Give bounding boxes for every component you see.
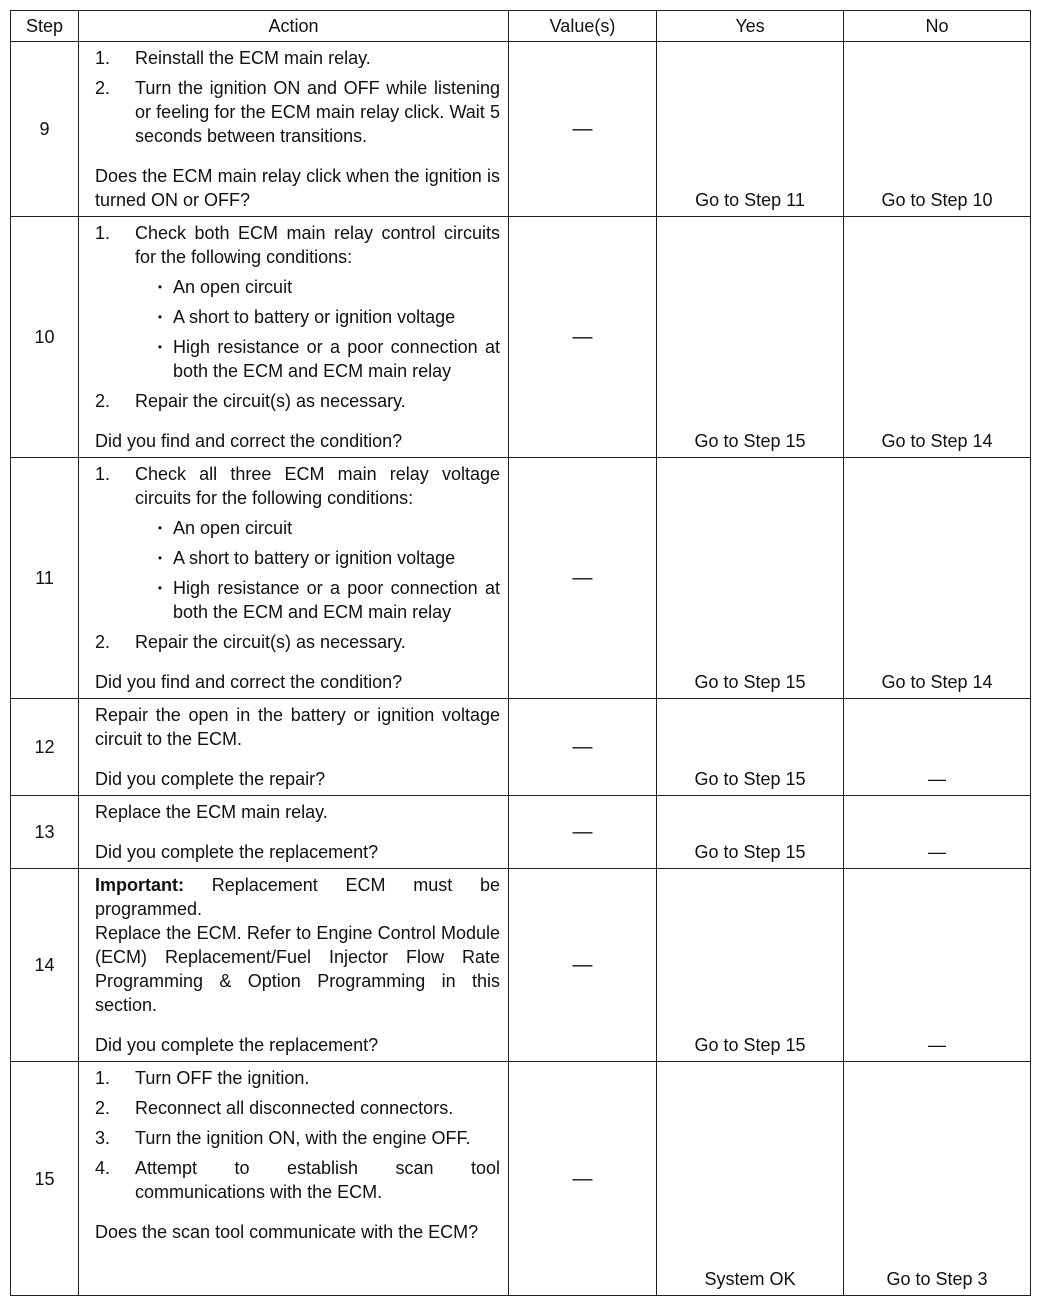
values-cell: — bbox=[509, 869, 657, 1062]
step-number: 9 bbox=[11, 42, 79, 217]
step-number: 15 bbox=[11, 1062, 79, 1296]
action-text: Repair the open in the battery or ignition voltage circuit to the ECM. bbox=[95, 705, 500, 749]
table-row-step-15 bbox=[11, 1062, 1031, 1296]
action-cell bbox=[79, 796, 509, 869]
important-note bbox=[95, 873, 500, 921]
table-header-row bbox=[11, 11, 1031, 42]
bullet-item: • An open circuit bbox=[157, 277, 293, 297]
table-row-step-13 bbox=[11, 796, 1031, 869]
numbered-item: 1. Reinstall the ECM main relay. bbox=[95, 48, 371, 68]
bullet-item: • High resistance or a poor connection at both the ECM and ECM main relay bbox=[157, 578, 500, 622]
bullet-item: • High resistance or a poor connection at both the ECM and ECM main relay bbox=[157, 337, 500, 381]
question-text: Does the ECM main relay click when the ignition is turned ON or OFF? bbox=[95, 166, 500, 210]
header-values: Value(s) bbox=[509, 11, 657, 42]
values-cell: — bbox=[509, 458, 657, 699]
numbered-item: 3. Turn the ignition ON, with the engine OFF. bbox=[95, 1128, 471, 1148]
header-yes: Yes bbox=[657, 11, 844, 42]
yes-cell: Go to Step 15 bbox=[657, 796, 844, 869]
numbered-item: 2. Turn the ignition ON and OFF while listening or feeling for the ECM main relay click. Wait 5 seconds between transitions. bbox=[95, 78, 500, 146]
table-row-step-11 bbox=[11, 458, 1031, 699]
bullet-item: • A short to battery or ignition voltage bbox=[157, 548, 456, 568]
numbered-item: 2. Reconnect all disconnected connectors. bbox=[95, 1098, 454, 1118]
yes-cell: Go to Step 11 bbox=[657, 42, 844, 217]
step-number: 14 bbox=[11, 869, 79, 1062]
header-no: No bbox=[844, 11, 1031, 42]
step-number: 11 bbox=[11, 458, 79, 699]
action-cell bbox=[79, 699, 509, 796]
action-text: Replace the ECM. Refer to Engine Control Module (ECM) Replacement/Fuel Injector Flow Rate Programming & Option Programming in this section. bbox=[95, 923, 500, 1015]
table-row-step-12 bbox=[11, 699, 1031, 796]
step-number: 10 bbox=[11, 217, 79, 458]
diagnostic-table bbox=[10, 10, 1031, 1296]
yes-cell: Go to Step 15 bbox=[657, 869, 844, 1062]
yes-cell: Go to Step 15 bbox=[657, 217, 844, 458]
numbered-item: 4. Attempt to establish scan tool communications with the ECM. bbox=[95, 1158, 500, 1202]
yes-cell: Go to Step 15 bbox=[657, 699, 844, 796]
numbered-item: 1. Check both ECM main relay control circuits for the following conditions: bbox=[95, 223, 500, 267]
no-cell: — bbox=[844, 796, 1031, 869]
numbered-item: 2. Repair the circuit(s) as necessary. bbox=[95, 391, 406, 411]
action-cell bbox=[79, 1062, 509, 1296]
action-cell bbox=[79, 869, 509, 1062]
question-text: Does the scan tool communicate with the ECM? bbox=[95, 1222, 479, 1242]
table-row-step-14 bbox=[11, 869, 1031, 1062]
values-cell: — bbox=[509, 217, 657, 458]
table-row-step-10 bbox=[11, 217, 1031, 458]
values-cell: — bbox=[509, 699, 657, 796]
header-action: Action bbox=[79, 11, 509, 42]
bullet-item: • A short to battery or ignition voltage bbox=[157, 307, 456, 327]
important-text: Replacement ECM must be programmed. bbox=[95, 875, 500, 919]
step-number: 13 bbox=[11, 796, 79, 869]
action-cell bbox=[79, 42, 509, 217]
important-label: Important: bbox=[95, 875, 184, 895]
numbered-item: 1. Turn OFF the ignition. bbox=[95, 1068, 310, 1088]
action-cell bbox=[79, 217, 509, 458]
action-text: Replace the ECM main relay. bbox=[95, 802, 328, 822]
table-row-step-9 bbox=[11, 42, 1031, 217]
question-text: Did you complete the replacement? bbox=[95, 842, 379, 862]
values-cell: — bbox=[509, 42, 657, 217]
bullet-item: • An open circuit bbox=[157, 518, 293, 538]
question-text: Did you find and correct the condition? bbox=[95, 672, 403, 692]
values-cell: — bbox=[509, 1062, 657, 1296]
step-number: 12 bbox=[11, 699, 79, 796]
yes-cell: System OK bbox=[657, 1062, 844, 1296]
no-cell: Go to Step 10 bbox=[844, 42, 1031, 217]
yes-cell: Go to Step 15 bbox=[657, 458, 844, 699]
numbered-item: 2. Repair the circuit(s) as necessary. bbox=[95, 632, 406, 652]
no-cell: — bbox=[844, 699, 1031, 796]
action-cell bbox=[79, 458, 509, 699]
question-text: Did you complete the replacement? bbox=[95, 1035, 379, 1055]
no-cell: Go to Step 3 bbox=[844, 1062, 1031, 1296]
question-text: Did you find and correct the condition? bbox=[95, 431, 403, 451]
no-cell: Go to Step 14 bbox=[844, 458, 1031, 699]
header-step: Step bbox=[11, 11, 79, 42]
question-text: Did you complete the repair? bbox=[95, 769, 326, 789]
values-cell: — bbox=[509, 796, 657, 869]
no-cell: — bbox=[844, 869, 1031, 1062]
numbered-item: 1. Check all three ECM main relay voltage circuits for the following conditions: bbox=[95, 464, 500, 508]
no-cell: Go to Step 14 bbox=[844, 217, 1031, 458]
